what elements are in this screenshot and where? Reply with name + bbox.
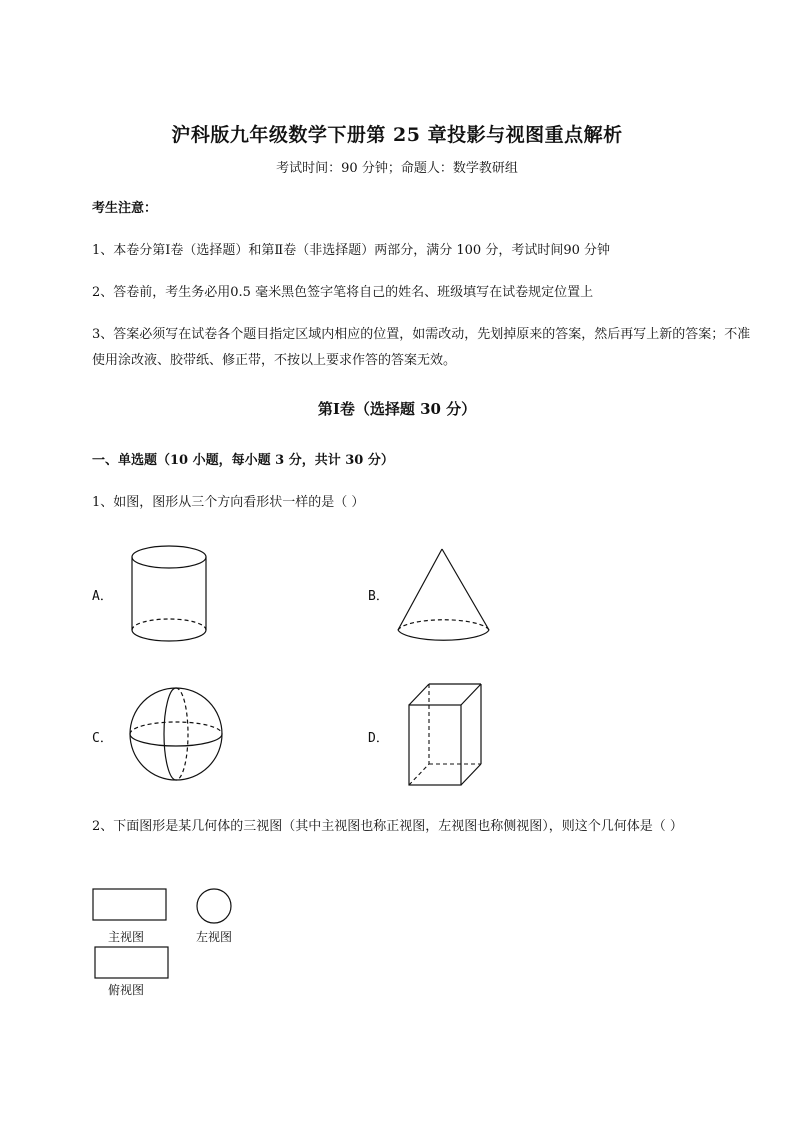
cone-figure [395, 545, 495, 650]
question-1-stem: 1、如图，图形从三个方向看形状一样的是（ ） [92, 495, 365, 510]
option-d-label: D． [368, 731, 389, 746]
notice-item-1: 1、本卷分第Ⅰ卷（选择题）和第Ⅱ卷（非选择题）两部分，满分 100 分，考试时间90 分钟 [92, 243, 610, 258]
part-heading: 一、单选题（10 小题，每小题 3 分，共计 30 分） [92, 453, 394, 468]
notice-heading: 考生注意： [92, 201, 158, 216]
cuboid-figure [405, 680, 490, 790]
section-title: 第Ⅰ卷（选择题 30 分） [317, 400, 477, 418]
front-view-rect [92, 888, 168, 922]
top-view-label: 俯视图 [108, 983, 145, 997]
question-2-stem: 2、下面图形是某几何体的三视图（其中主视图也称正视图，左视图也称侧视图），则这个几何体是（ ） [92, 819, 683, 834]
option-b-label: B． [368, 589, 389, 604]
page-title: 沪科版九年级数学下册第 25 章投影与视图重点解析 [171, 124, 623, 146]
sphere-figure [125, 685, 225, 785]
option-a-label: A． [92, 589, 113, 604]
cylinder-figure [125, 540, 215, 650]
notice-item-3: 3、答案必须写在试卷各个题目指定区域内相应的位置，如需改动，先划掉原来的答案，然后再写上新的答案；不准使用涂改液、胶带纸、修正带，不按以上要求作答的答案无效。 [92, 327, 751, 368]
front-view-label: 主视图 [108, 930, 145, 944]
side-view-label: 左视图 [196, 930, 233, 944]
notice-item-2: 2、答卷前，考生务必用0.5 毫米黑色签字笔将自己的姓名、班级填写在试卷规定位置上 [92, 285, 594, 300]
side-view-circle [195, 888, 235, 926]
option-c-label: C． [92, 731, 113, 746]
top-view-rect [94, 946, 170, 980]
page-subtitle: 考试时间：90 分钟；命题人：数学教研组 [276, 161, 518, 176]
